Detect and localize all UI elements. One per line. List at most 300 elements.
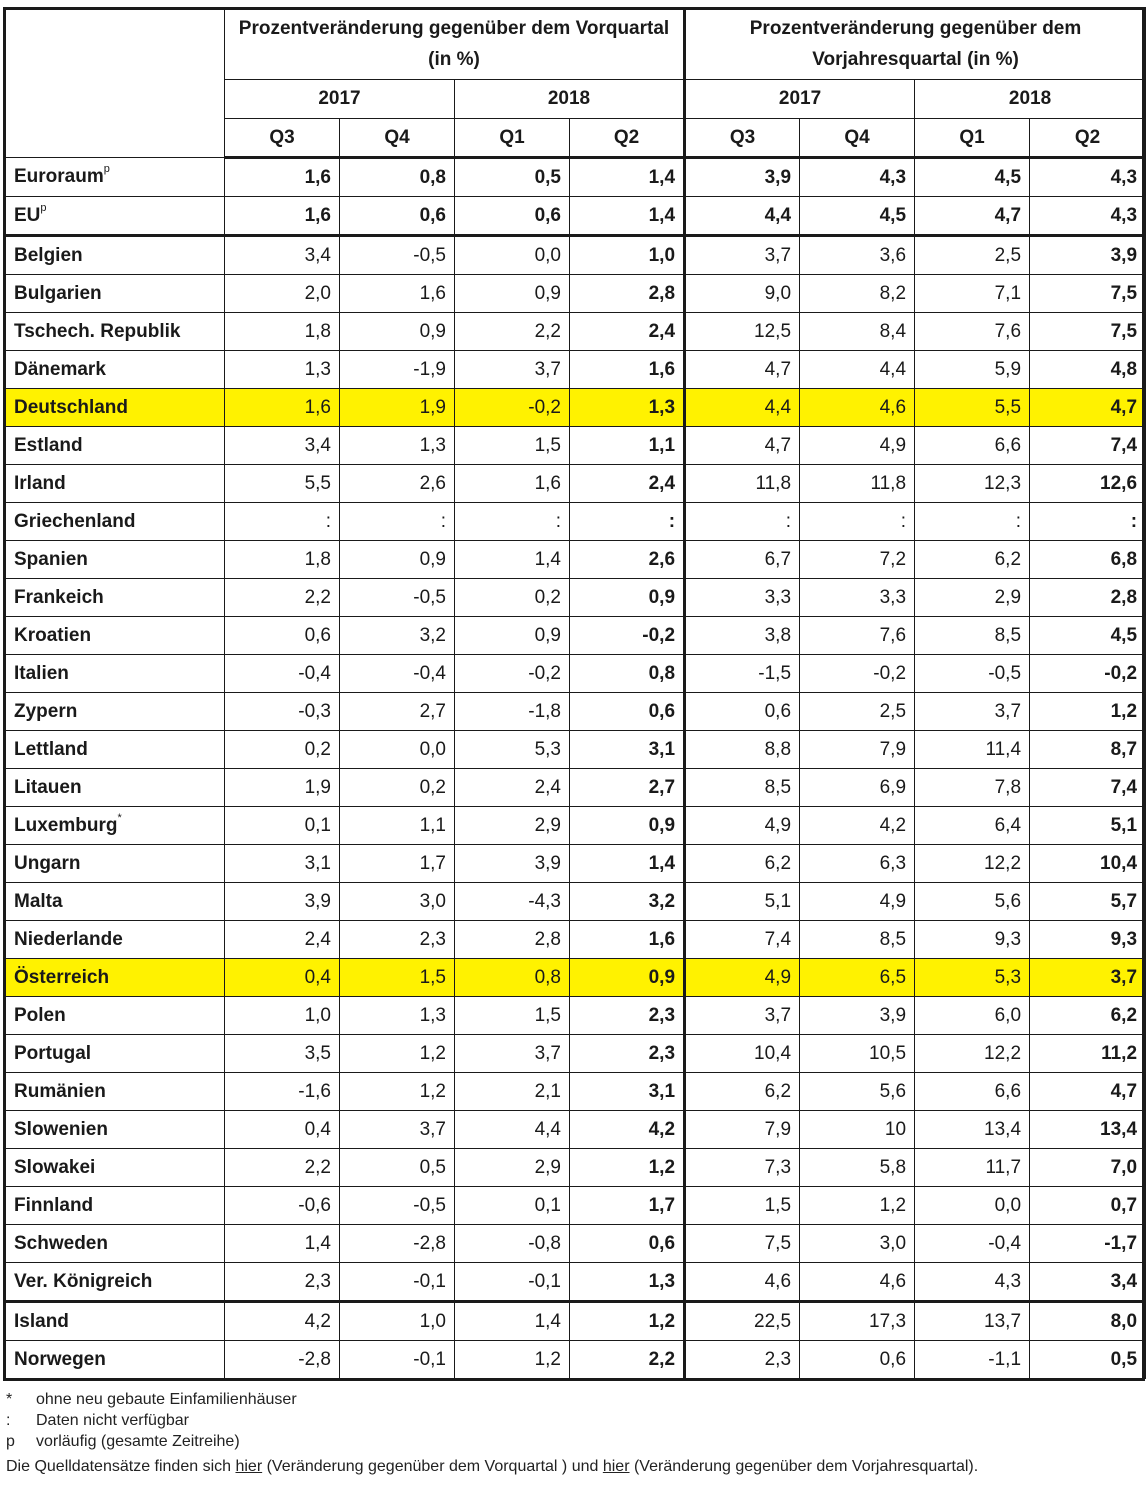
value-cell: 0,8: [340, 158, 455, 197]
table-row: [4, 351, 1146, 389]
value-cell: 4,5: [800, 197, 915, 236]
value-cell: 1,7: [340, 845, 455, 883]
value-cell: 1,3: [340, 427, 455, 465]
value-cell: 3,9: [1030, 236, 1146, 275]
value-cell: 3,4: [225, 427, 340, 465]
value-cell: 4,9: [800, 883, 915, 921]
value-cell: 1,2: [455, 1341, 570, 1379]
value-cell: -1,1: [915, 1341, 1030, 1379]
country-label: Dänemark: [14, 358, 106, 380]
value-cell: 1,3: [340, 997, 455, 1035]
table-row: [4, 921, 1146, 959]
table-row: [4, 769, 1146, 807]
value-cell: 1,4: [570, 158, 685, 197]
value-cell: 0,9: [455, 275, 570, 313]
value-cell: 2,6: [570, 541, 685, 579]
country-label: Ungarn: [14, 852, 81, 874]
value-cell: -1,9: [340, 351, 455, 389]
country-name: [4, 921, 225, 959]
value-cell: 13,4: [915, 1111, 1030, 1149]
table-row: [4, 197, 1146, 236]
country-label: Italien: [14, 662, 69, 684]
group-header-quarter: Prozentveränderung gegenüber dem Vorquartal (in %): [225, 8, 685, 80]
value-cell: 4,8: [1030, 351, 1146, 389]
value-cell: 6,6: [915, 1073, 1030, 1111]
table-row: [4, 465, 1146, 503]
country-label: EU: [14, 204, 41, 226]
value-cell: -1,8: [455, 693, 570, 731]
value-cell: 4,7: [915, 197, 1030, 236]
country-label: Ver. Königreich: [14, 1270, 153, 1292]
value-cell: -0,5: [340, 1187, 455, 1225]
value-cell: 1,2: [570, 1302, 685, 1341]
table-row: [4, 617, 1146, 655]
country-name: [4, 1035, 225, 1073]
value-cell: 6,2: [685, 1073, 800, 1111]
value-cell: 1,5: [685, 1187, 800, 1225]
value-cell: -0,2: [455, 655, 570, 693]
value-cell: 5,7: [1030, 883, 1146, 921]
country-name: [4, 807, 225, 845]
country-label: Slowenien: [14, 1118, 108, 1140]
value-cell: 1,3: [570, 389, 685, 427]
value-cell: 0,6: [570, 1225, 685, 1263]
country-name: [4, 1263, 225, 1302]
country-label: Tschech. Republik: [14, 320, 181, 342]
value-cell: 7,6: [800, 617, 915, 655]
country-name: [4, 997, 225, 1035]
table-row: [4, 1225, 1146, 1263]
table-row: [4, 655, 1146, 693]
table-row: [4, 389, 1146, 427]
value-cell: 6,2: [915, 541, 1030, 579]
value-cell: 1,2: [1030, 693, 1146, 731]
value-cell: :: [1030, 503, 1146, 541]
value-cell: 7,3: [685, 1149, 800, 1187]
country-label: Österreich: [14, 966, 110, 988]
value-cell: 2,5: [800, 693, 915, 731]
country-label: Niederlande: [14, 928, 123, 950]
value-cell: 1,2: [340, 1073, 455, 1111]
value-cell: :: [685, 503, 800, 541]
country-label: Luxemburg: [14, 814, 118, 836]
value-cell: 4,3: [1030, 197, 1146, 236]
value-cell: 4,7: [1030, 389, 1146, 427]
quarter-header: Q2: [570, 119, 685, 158]
value-cell: 4,5: [915, 158, 1030, 197]
value-cell: 1,3: [225, 351, 340, 389]
value-cell: 0,9: [570, 959, 685, 997]
value-cell: 2,2: [225, 579, 340, 617]
footnote-symbol: p: [6, 1433, 15, 1450]
country-label: Malta: [14, 890, 63, 912]
country-name: [4, 1225, 225, 1263]
table-row: [4, 731, 1146, 769]
country-label: Kroatien: [14, 624, 92, 646]
source-note: [6, 1458, 978, 1476]
value-cell: 4,6: [800, 389, 915, 427]
value-cell: 11,8: [685, 465, 800, 503]
value-cell: 5,3: [455, 731, 570, 769]
value-cell: 0,6: [800, 1341, 915, 1379]
country-name: [4, 1302, 225, 1341]
value-cell: 8,4: [800, 313, 915, 351]
table-row: [4, 313, 1146, 351]
country-label: Norwegen: [14, 1348, 106, 1370]
value-cell: 3,4: [225, 236, 340, 275]
value-cell: 3,7: [685, 236, 800, 275]
value-cell: 13,4: [1030, 1111, 1146, 1149]
value-cell: -2,8: [340, 1225, 455, 1263]
value-cell: 0,2: [455, 579, 570, 617]
value-cell: 7,2: [800, 541, 915, 579]
country-name: [4, 1111, 225, 1149]
country-name: [4, 1073, 225, 1111]
country-name: [4, 655, 225, 693]
value-cell: 0,4: [225, 1111, 340, 1149]
value-cell: 9,0: [685, 275, 800, 313]
value-cell: 1,5: [455, 997, 570, 1035]
value-cell: 4,3: [1030, 158, 1146, 197]
value-cell: 1,6: [225, 197, 340, 236]
value-cell: 3,3: [800, 579, 915, 617]
value-cell: 1,9: [340, 389, 455, 427]
group-header-year: Prozentveränderung gegenüber dem Vorjahresquartal (in %): [685, 8, 1146, 80]
value-cell: 0,0: [915, 1187, 1030, 1225]
table-row: [4, 1187, 1146, 1225]
value-cell: -1,5: [685, 655, 800, 693]
value-cell: 2,1: [455, 1073, 570, 1111]
country-name: [4, 389, 225, 427]
country-label: Frankeich: [14, 586, 104, 608]
value-cell: 6,4: [915, 807, 1030, 845]
footnote-symbol: :: [6, 1412, 11, 1429]
value-cell: 2,8: [455, 921, 570, 959]
value-cell: 2,9: [455, 1149, 570, 1187]
country-name: [4, 693, 225, 731]
quarter-header: Q3: [225, 119, 340, 158]
footnote-text: Daten nicht verfügbar: [36, 1412, 189, 1429]
value-cell: 4,5: [1030, 617, 1146, 655]
value-cell: 4,6: [685, 1263, 800, 1302]
table-row: [4, 883, 1146, 921]
value-cell: 1,5: [455, 427, 570, 465]
country-label: Polen: [14, 1004, 66, 1026]
country-label: Litauen: [14, 776, 82, 798]
country-label: Bulgarien: [14, 282, 102, 304]
value-cell: 4,4: [800, 351, 915, 389]
value-cell: 4,3: [915, 1263, 1030, 1302]
value-cell: 3,2: [340, 617, 455, 655]
value-cell: -0,4: [340, 655, 455, 693]
value-cell: 6,7: [685, 541, 800, 579]
footnote: [6, 1410, 297, 1431]
value-cell: 2,2: [225, 1149, 340, 1187]
value-cell: 12,3: [915, 465, 1030, 503]
value-cell: 5,6: [800, 1073, 915, 1111]
value-cell: 1,3: [570, 1263, 685, 1302]
value-cell: -0,5: [340, 579, 455, 617]
value-cell: 5,1: [685, 883, 800, 921]
value-cell: 8,7: [1030, 731, 1146, 769]
value-cell: 0,0: [340, 731, 455, 769]
table-row: [4, 1111, 1146, 1149]
value-cell: 4,2: [225, 1302, 340, 1341]
value-cell: 0,6: [685, 693, 800, 731]
footnote: [6, 1389, 297, 1410]
value-cell: 2,8: [570, 275, 685, 313]
value-cell: 2,4: [225, 921, 340, 959]
value-cell: 2,4: [570, 465, 685, 503]
value-cell: 0,9: [570, 579, 685, 617]
value-cell: 5,8: [800, 1149, 915, 1187]
footnotes: [6, 1389, 297, 1452]
value-cell: -0,1: [340, 1341, 455, 1379]
value-cell: -0,2: [455, 389, 570, 427]
country-name: [4, 236, 225, 275]
table-row: [4, 693, 1146, 731]
value-cell: 3,7: [455, 1035, 570, 1073]
value-cell: -0,1: [340, 1263, 455, 1302]
value-cell: 6,3: [800, 845, 915, 883]
value-cell: 1,0: [340, 1302, 455, 1341]
country-name: [4, 617, 225, 655]
value-cell: 1,6: [570, 921, 685, 959]
value-cell: 0,5: [1030, 1341, 1146, 1379]
value-cell: -0,4: [225, 655, 340, 693]
value-cell: 4,9: [685, 959, 800, 997]
country-name: [4, 541, 225, 579]
value-cell: 3,9: [685, 158, 800, 197]
value-cell: 1,4: [455, 1302, 570, 1341]
value-cell: 2,5: [915, 236, 1030, 275]
value-cell: 2,2: [570, 1341, 685, 1379]
value-cell: 1,0: [225, 997, 340, 1035]
quarter-header: Q2: [1030, 119, 1146, 158]
corner-cell: [4, 8, 225, 158]
value-cell: -0,5: [340, 236, 455, 275]
value-cell: 7,5: [1030, 275, 1146, 313]
value-cell: 0,6: [570, 693, 685, 731]
value-cell: 0,4: [225, 959, 340, 997]
value-cell: 2,7: [570, 769, 685, 807]
value-cell: 5,5: [915, 389, 1030, 427]
value-cell: 8,8: [685, 731, 800, 769]
country-label: Estland: [14, 434, 83, 456]
value-cell: -0,8: [455, 1225, 570, 1263]
country-name: [4, 275, 225, 313]
country-label: Euroraum: [14, 166, 104, 187]
value-cell: 1,7: [570, 1187, 685, 1225]
value-cell: 3,5: [225, 1035, 340, 1073]
value-cell: 0,9: [340, 313, 455, 351]
value-cell: 1,4: [225, 1225, 340, 1263]
value-cell: 4,7: [685, 427, 800, 465]
value-cell: 6,6: [915, 427, 1030, 465]
value-cell: 7,4: [1030, 427, 1146, 465]
value-cell: 7,5: [685, 1225, 800, 1263]
country-label: Irland: [14, 472, 66, 494]
value-cell: 0,6: [455, 197, 570, 236]
country-label: Deutschland: [14, 396, 129, 418]
table-row: [4, 1149, 1146, 1187]
footnote-symbol: *: [6, 1391, 13, 1408]
country-label: Slowakei: [14, 1156, 96, 1178]
value-cell: 7,4: [685, 921, 800, 959]
country-name: [4, 313, 225, 351]
value-cell: 4,2: [570, 1111, 685, 1149]
value-cell: 1,2: [570, 1149, 685, 1187]
country-name: [4, 959, 225, 997]
value-cell: 7,5: [1030, 313, 1146, 351]
value-cell: 0,0: [455, 236, 570, 275]
value-cell: 6,9: [800, 769, 915, 807]
value-cell: 12,2: [915, 1035, 1030, 1073]
country-name: [4, 883, 225, 921]
value-cell: 6,2: [685, 845, 800, 883]
value-cell: 6,8: [1030, 541, 1146, 579]
table-row: [4, 1035, 1146, 1073]
value-cell: 6,5: [800, 959, 915, 997]
value-cell: 0,9: [455, 617, 570, 655]
value-cell: 10,4: [685, 1035, 800, 1073]
value-cell: 4,3: [800, 158, 915, 197]
value-cell: 1,2: [800, 1187, 915, 1225]
value-cell: 1,5: [340, 959, 455, 997]
country-name: [4, 158, 225, 197]
value-cell: 12,6: [1030, 465, 1146, 503]
value-cell: 1,6: [225, 389, 340, 427]
value-cell: 7,6: [915, 313, 1030, 351]
source-middle: (Veränderung gegenüber dem Vorquartal ) und: [262, 1458, 603, 1475]
table-row: [4, 503, 1146, 541]
country-label: Rumänien: [14, 1080, 106, 1102]
year-header: 2018: [915, 80, 1146, 119]
value-cell: 5,9: [915, 351, 1030, 389]
value-cell: 10,5: [800, 1035, 915, 1073]
value-cell: 5,3: [915, 959, 1030, 997]
value-cell: 10,4: [1030, 845, 1146, 883]
value-cell: 1,1: [340, 807, 455, 845]
country-name: [4, 579, 225, 617]
value-cell: :: [225, 503, 340, 541]
value-cell: -2,8: [225, 1341, 340, 1379]
value-cell: 0,9: [570, 807, 685, 845]
value-cell: 2,7: [340, 693, 455, 731]
value-cell: 0,2: [225, 731, 340, 769]
value-cell: 1,6: [225, 158, 340, 197]
value-cell: 6,0: [915, 997, 1030, 1035]
country-superscript: p: [103, 163, 110, 175]
value-cell: 3,0: [340, 883, 455, 921]
quarter-header: Q3: [685, 119, 800, 158]
value-cell: -0,2: [570, 617, 685, 655]
country-name: [4, 197, 225, 236]
value-cell: :: [455, 503, 570, 541]
country-label: Griechenland: [14, 510, 136, 532]
value-cell: 8,2: [800, 275, 915, 313]
value-cell: 10: [800, 1111, 915, 1149]
value-cell: 3,6: [800, 236, 915, 275]
year-header: 2018: [455, 80, 685, 119]
table-row: [4, 579, 1146, 617]
country-label: Spanien: [14, 548, 88, 570]
value-cell: 8,5: [685, 769, 800, 807]
source-suffix: (Veränderung gegenüber dem Vorjahresquartal).: [629, 1458, 979, 1475]
table-row: [4, 1341, 1146, 1379]
value-cell: 4,4: [455, 1111, 570, 1149]
value-cell: 11,4: [915, 731, 1030, 769]
value-cell: 3,7: [340, 1111, 455, 1149]
country-name: [4, 427, 225, 465]
value-cell: 13,7: [915, 1302, 1030, 1341]
footnote: [6, 1431, 297, 1452]
value-cell: 7,8: [915, 769, 1030, 807]
value-cell: 7,9: [800, 731, 915, 769]
value-cell: -0,6: [225, 1187, 340, 1225]
value-cell: :: [915, 503, 1030, 541]
value-cell: 0,1: [225, 807, 340, 845]
value-cell: 2,3: [570, 997, 685, 1035]
value-cell: 2,4: [455, 769, 570, 807]
value-cell: 0,2: [340, 769, 455, 807]
source-link-quarter[interactable]: hier: [235, 1458, 263, 1475]
value-cell: 7,9: [685, 1111, 800, 1149]
value-cell: 8,5: [915, 617, 1030, 655]
value-cell: 3,7: [685, 997, 800, 1035]
table-row: [4, 158, 1146, 197]
value-cell: 2,0: [225, 275, 340, 313]
table-row: [4, 997, 1146, 1035]
source-link-year[interactable]: hier: [602, 1458, 630, 1475]
value-cell: 3,7: [915, 693, 1030, 731]
country-label: Zypern: [14, 700, 78, 722]
value-cell: 3,7: [455, 351, 570, 389]
country-superscript: *: [117, 811, 122, 824]
value-cell: 0,6: [225, 617, 340, 655]
value-cell: 1,6: [570, 351, 685, 389]
value-cell: 1,2: [340, 1035, 455, 1073]
country-name: [4, 845, 225, 883]
table-row: [4, 236, 1146, 275]
value-cell: 4,4: [685, 389, 800, 427]
value-cell: 3,8: [685, 617, 800, 655]
value-cell: 2,3: [340, 921, 455, 959]
value-cell: 12,5: [685, 313, 800, 351]
table-row: [4, 807, 1146, 845]
value-cell: 5,5: [225, 465, 340, 503]
value-cell: -0,3: [225, 693, 340, 731]
value-cell: 1,1: [570, 427, 685, 465]
value-cell: 11,7: [915, 1149, 1030, 1187]
value-cell: :: [340, 503, 455, 541]
value-cell: 2,6: [340, 465, 455, 503]
value-cell: -1,7: [1030, 1225, 1146, 1263]
value-cell: 0,9: [340, 541, 455, 579]
source-prefix: Die Quelldatensätze finden sich: [6, 1458, 236, 1475]
country-label: Finnland: [14, 1194, 94, 1216]
value-cell: 0,8: [570, 655, 685, 693]
value-cell: -0,5: [915, 655, 1030, 693]
value-cell: -4,3: [455, 883, 570, 921]
value-cell: 12,2: [915, 845, 1030, 883]
footnote-text: ohne neu gebaute Einfamilienhäuser: [36, 1391, 297, 1408]
value-cell: -1,6: [225, 1073, 340, 1111]
value-cell: 9,3: [1030, 921, 1146, 959]
value-cell: 1,6: [340, 275, 455, 313]
value-cell: 4,6: [800, 1263, 915, 1302]
value-cell: 6,2: [1030, 997, 1146, 1035]
